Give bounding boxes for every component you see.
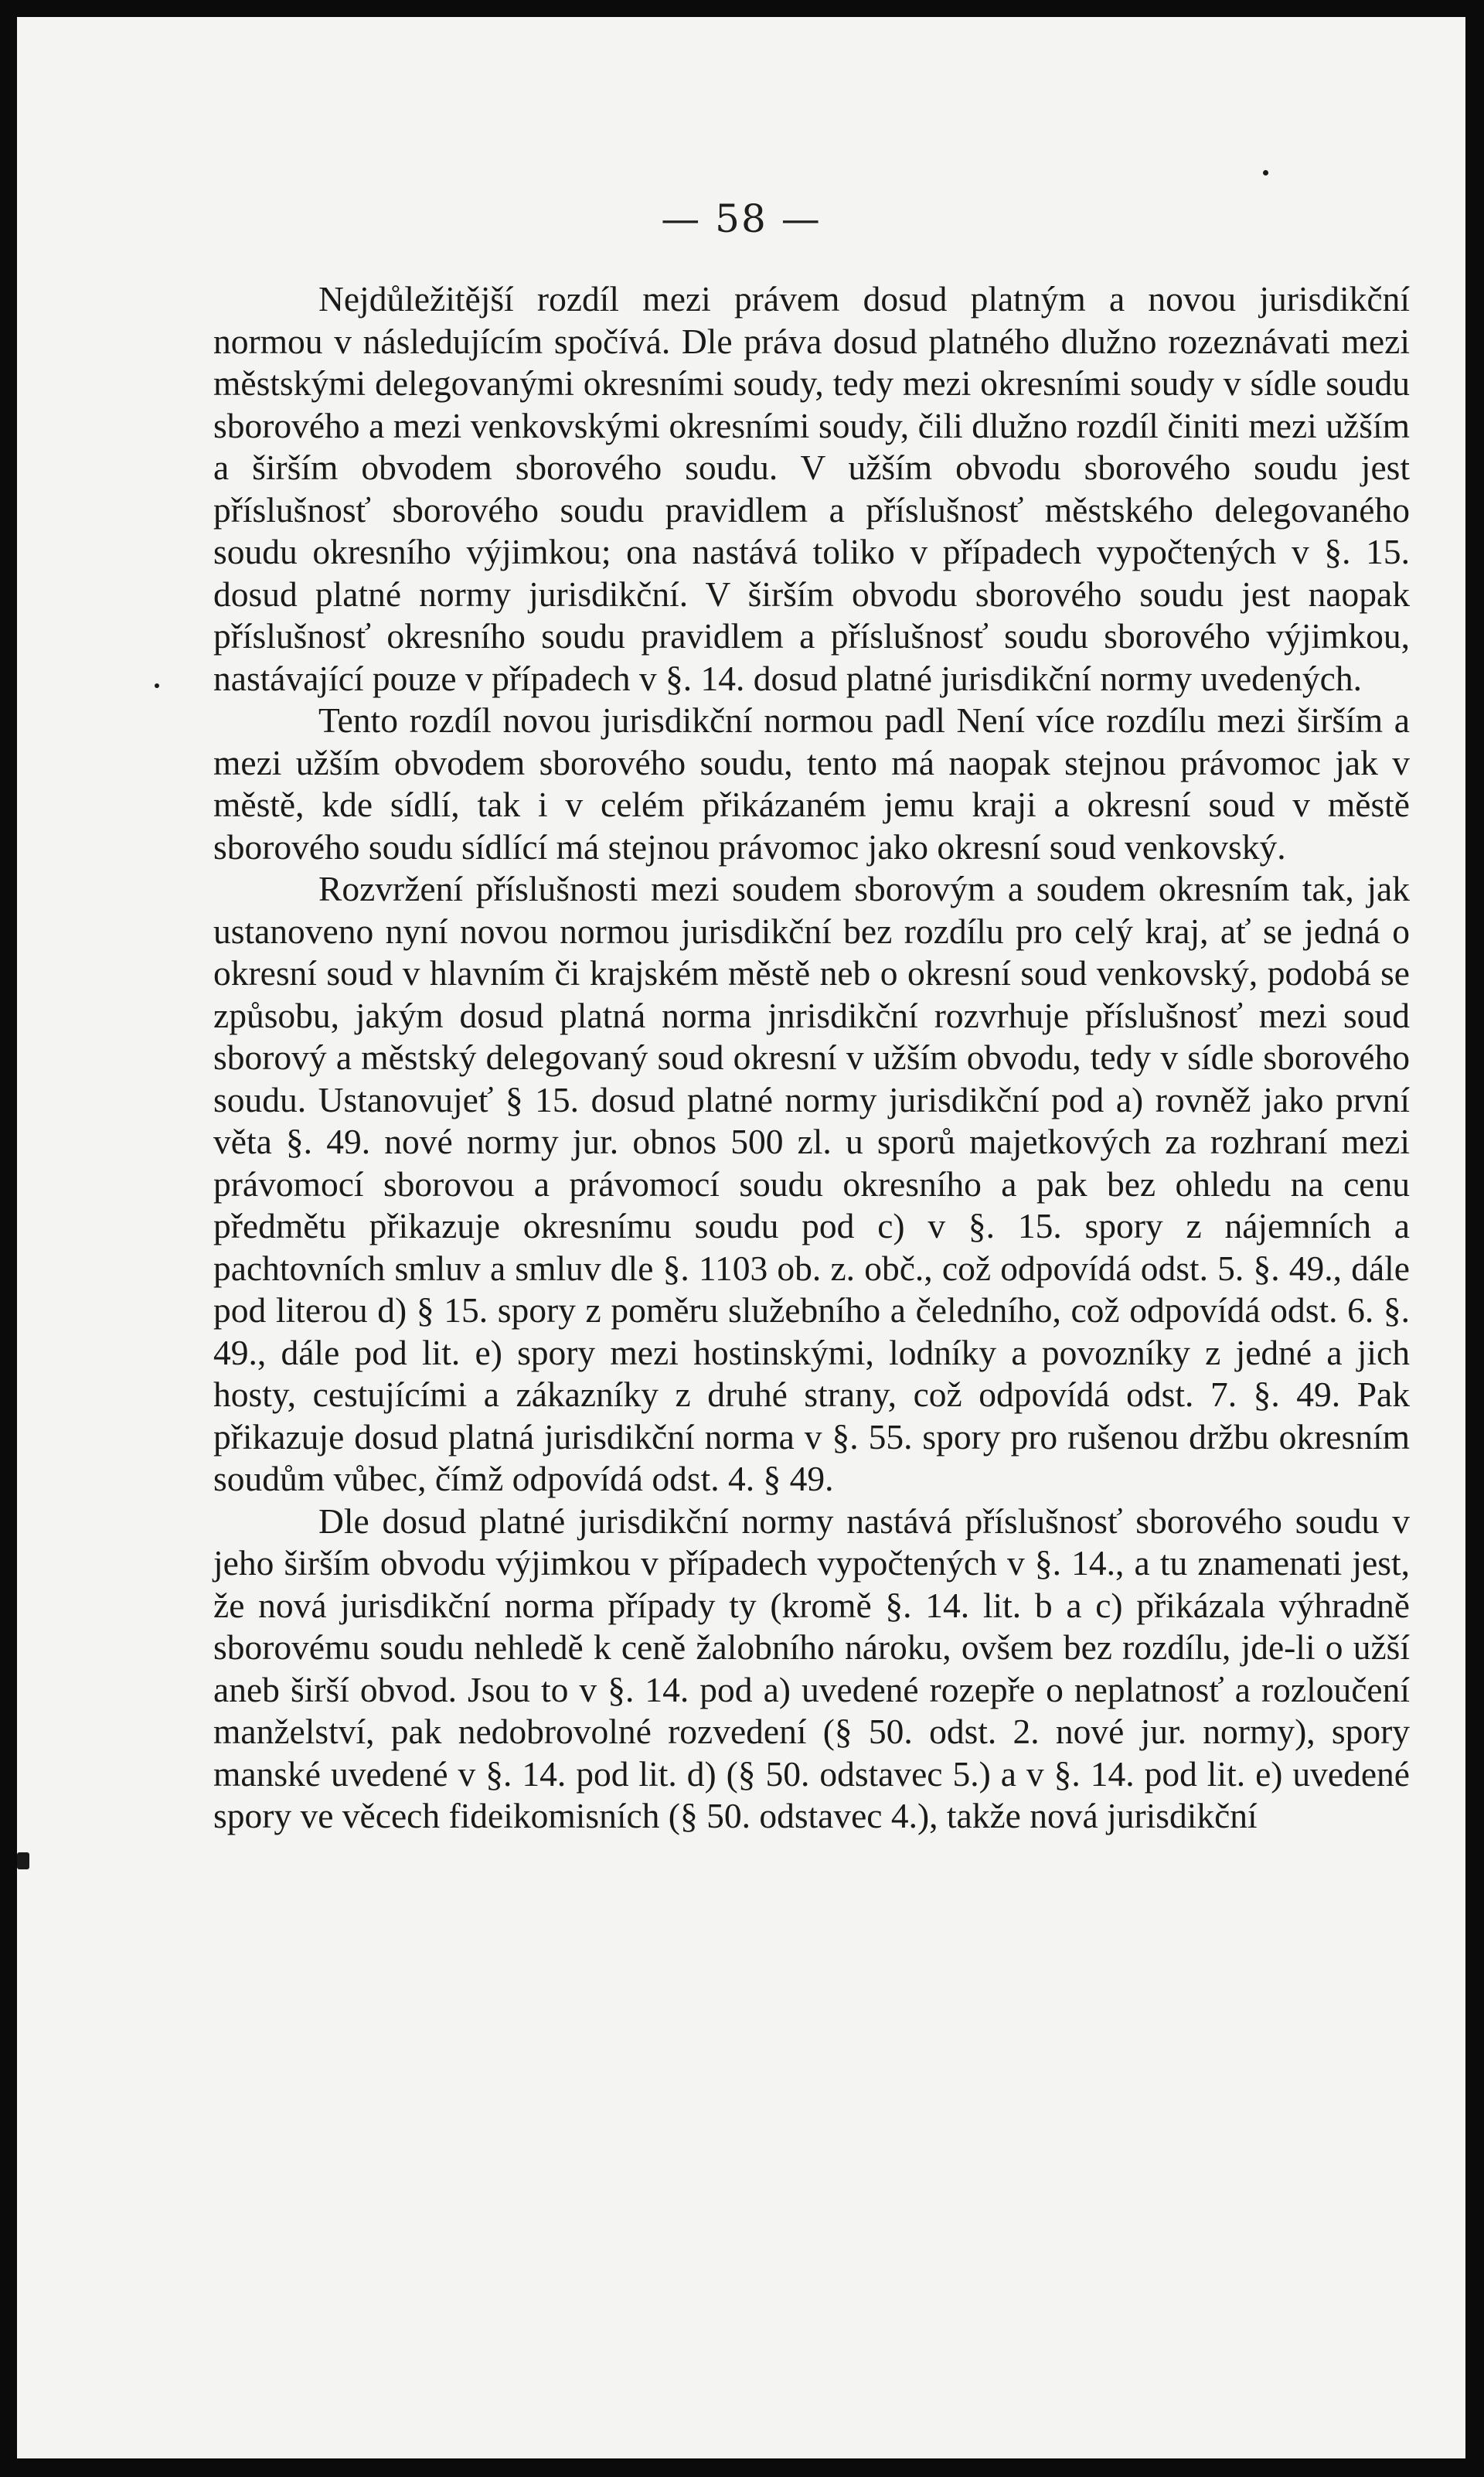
paragraph-2: Tento rozdíl novou jurisdikční normou padl Není více rozdílu mezi širším a mezi užším obvodem sborového soudu, tento má naopak stejnou právomoc jak v městě, kde sídlí, tak i v celém přikázaném jemu kraji a okresní soud v městě sborového soudu sídlící má stejnou právomoc jako okresní soud venkovský. <box>213 700 1410 867</box>
scanned-page <box>17 17 1465 2458</box>
paragraph-3: Rozvržení příslušnosti mezi soudem sborovým a soudem okresním tak, jak ustanoveno nyní novou normou jurisdikční bez rozdílu pro celý kraj, ať se jedná o okresní soud v hlavním či krajském městě neb o okresní soud venkovský, podobá se způsobu, jakým dosud platná norma jnrisdikční rozvrhuje příslušnosť mezi soud sborový a městský delegovaný soud okresní v užším obvodu, tedy v sídle sborového soudu. Ustanovujeť § 15. dosud platné normy jurisdikční pod a) rovněž jako první věta §. 49. nové normy jur. obnos 500 zl. u sporů majetkových za rozhraní mezi právomocí sborovou a právomocí soudu okresního a pak bez ohledu na cenu předmětu přikazuje okresnímu soudu pod c) v §. 15. spory z nájemních a pachtovních smluv a smluv dle §. 1103 ob. z. obč., což odpovídá odst. 5. §. 49., dále pod literou d) § 15. spory z poměru služebního a čeledního, což odpovídá odst. 6. §. 49., dále pod lit. e) spory mezi hostinskými, lodníky a povozníky z jedné a jich hosty, cestujícími a zákazníky z druhé strany, což odpovídá odst. 7. §. 49. Pak přikazuje dosud platná jurisdikční norma v §. 55. spory pro rušenou držbu okresním soudům vůbec, čímž odpovídá odst. 4. § 49. <box>213 869 1410 1498</box>
print-speck <box>1263 170 1268 175</box>
print-speck <box>155 683 159 688</box>
page-number: — 58 — <box>661 196 822 241</box>
paragraph-1: Nejdůležitější rozdíl mezi právem dosud platným a novou jurisdikční normou v následujícím spočívá. Dle práva dosud platného dlužno rozeznávati mezi městskými delegovanými okresními soudy, tedy mezi okresními soudy v sídle soudu sborového a mezi venkovskými okresními soudy, čili dlužno rozdíl činiti mezi užším a širším obvodem sborového soudu. V užším obvodu sborového soudu jest příslušnosť sborového soudu pravidlem a příslušnosť městského delegovaného soudu okresního výjimkou; ona nastává toliko v případech vypočtených v §. 15. dosud platné normy jurisdikční. V širším obvodu sborového soudu jest naopak příslušnosť okresního soudu pravidlem a příslušnosť soudu sborového výjimkou, nastávající pouze v případech v §. 14. dosud platné jurisdikční normy uvedených. <box>213 279 1410 698</box>
print-speck <box>17 1852 29 1869</box>
paragraph-4: Dle dosud platné jurisdikční normy nastává příslušnosť sborového soudu v jeho širším obvodu výjimkou v případech vypočtených v §. 14., a tu znamenati jest, že nová jurisdikční norma případy ty (kromě §. 14. lit. b a c) přikázala výhradně sborovému soudu nehledě k ceně žalobního nároku, ovšem bez rozdílu, jde-li o užší aneb širší obvod. Jsou to v §. 14. pod a) uvedené rozepře o neplatnosť a rozloučení manželství, pak nedobrovolné rozvedení (§ 50. odst. 2. nové jur. normy), spory manské uvedené v §. 14. pod lit. d) (§ 50. odstavec 5.) a v §. 14. pod lit. e) uvedené spory ve věcech fideikomisních (§ 50. odstavec 4.), takže nová jurisdikční <box>213 1501 1410 1835</box>
body-text <box>213 278 1410 1838</box>
